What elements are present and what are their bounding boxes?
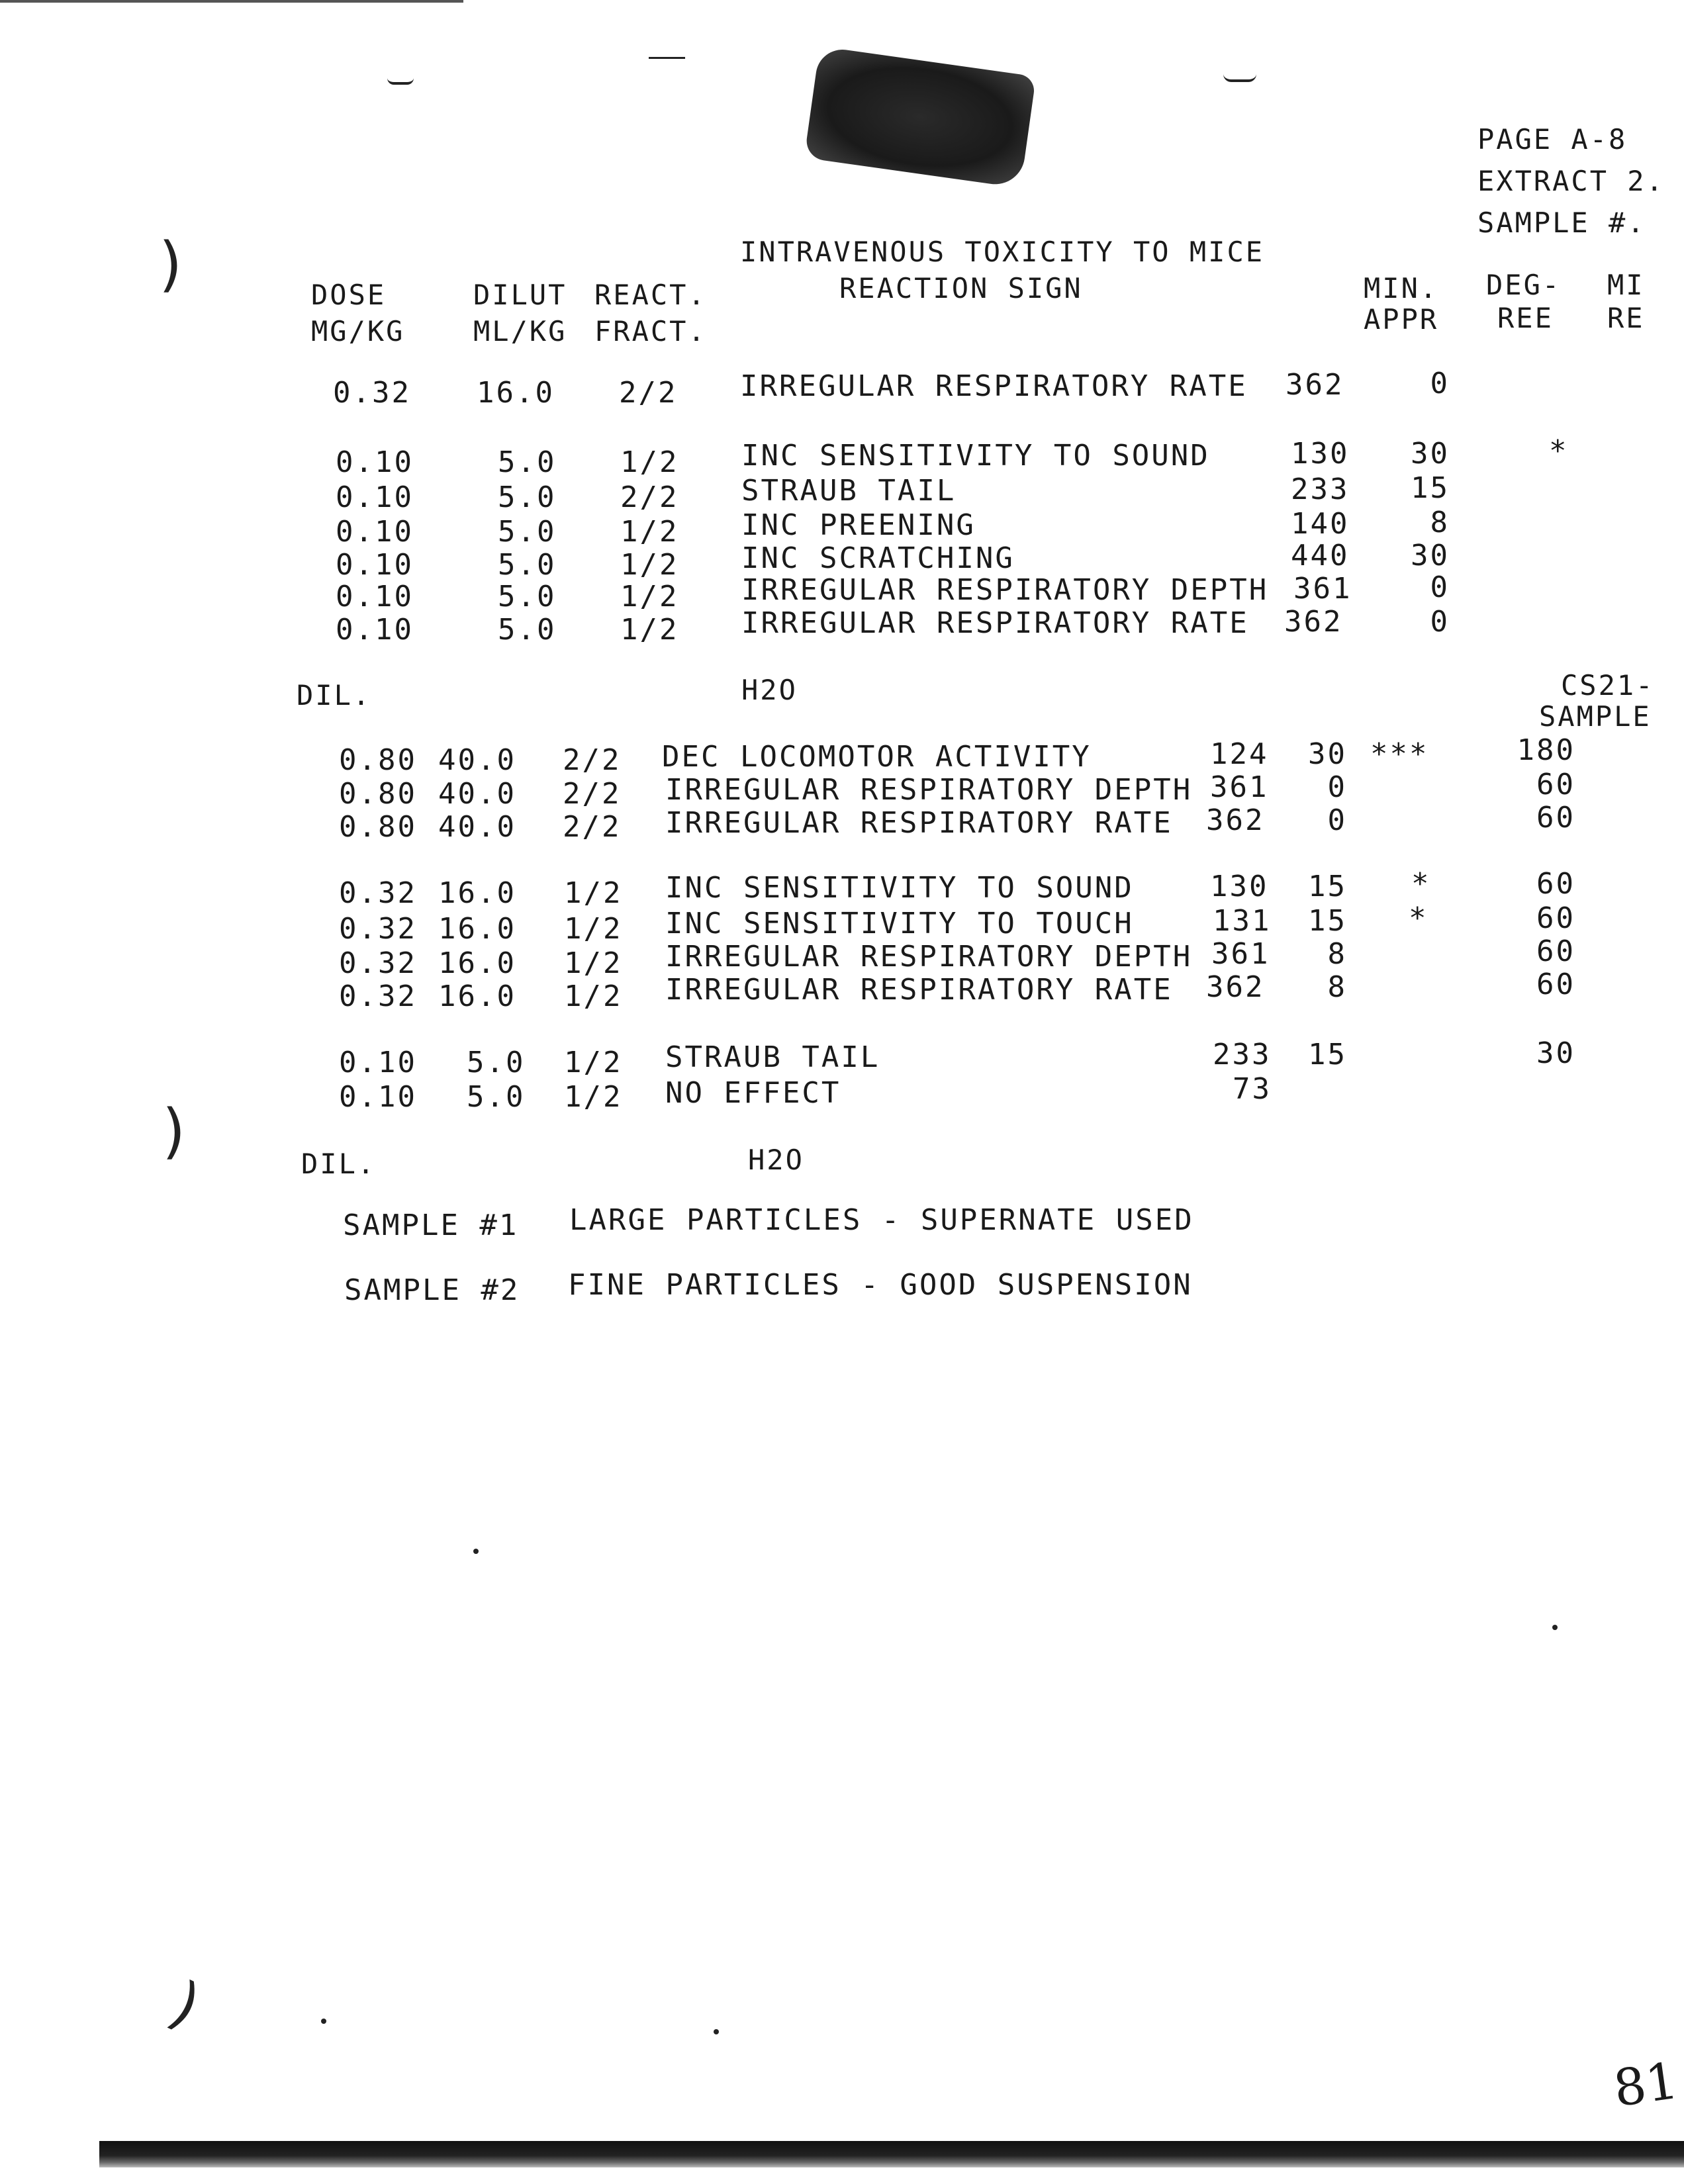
fract-cell: 2/2 xyxy=(563,810,622,844)
col-sign-header: REACTION SIGN xyxy=(839,272,1083,304)
fract-cell: 2/2 xyxy=(620,480,679,514)
min-cell: 8 xyxy=(1327,970,1347,1004)
code-cell: 130 xyxy=(1210,870,1269,903)
min-cell: 0 xyxy=(1430,605,1450,639)
cs-header-line2: SAMPLE xyxy=(1539,700,1652,733)
sample-label: SAMPLE #. xyxy=(1477,206,1646,239)
sign-cell: IRREGULAR RESPIRATORY DEPTH xyxy=(741,573,1269,607)
dilut-cell: 40.0 xyxy=(438,810,516,844)
col-react-header: REACT. xyxy=(594,279,707,311)
col-react-units: FRACT. xyxy=(594,315,707,347)
code-cell: 440 xyxy=(1291,539,1350,572)
dilut-cell: 40.0 xyxy=(438,777,516,811)
sample-note-text: LARGE PARTICLES - SUPERNATE USED xyxy=(569,1203,1194,1237)
dilut-cell: 5.0 xyxy=(498,515,557,549)
code-cell: 362 xyxy=(1206,970,1265,1004)
scan-edge-bottom xyxy=(99,2141,1684,2167)
dose-cell: 0.10 xyxy=(336,480,414,514)
min-cell: 15 xyxy=(1308,904,1347,938)
code-cell: 140 xyxy=(1291,507,1350,541)
dilution-value: H2O xyxy=(741,674,798,706)
dilution-label: DIL. xyxy=(297,679,372,711)
sign-cell: IRREGULAR RESPIRATORY RATE xyxy=(741,606,1249,640)
binder-hole-mark: ) xyxy=(159,230,183,299)
dose-cell: 0.10 xyxy=(336,445,414,479)
dose-cell: 0.32 xyxy=(339,876,417,910)
sign-cell: IRREGULAR RESPIRATORY RATE xyxy=(740,369,1248,403)
mi-cell: 30 xyxy=(1536,1036,1575,1070)
mi-cell: 60 xyxy=(1536,934,1575,968)
col-min-header: MIN. xyxy=(1364,272,1439,304)
dilut-cell: 5.0 xyxy=(498,613,557,647)
fract-cell: 1/2 xyxy=(620,580,679,614)
col-dose-header: DOSE xyxy=(311,279,387,311)
sign-cell: STRAUB TAIL xyxy=(665,1040,880,1074)
sign-cell: DEC LOCOMOTOR ACTIVITY xyxy=(662,740,1092,774)
dilut-cell: 5.0 xyxy=(498,580,557,614)
dose-cell: 0.80 xyxy=(339,777,417,811)
binder-hole-mark: ) xyxy=(162,1097,186,1166)
code-cell: 361 xyxy=(1293,572,1352,606)
page-number: PAGE A-8 xyxy=(1477,123,1628,156)
col-degree-header: DEG- xyxy=(1486,269,1562,301)
col-mi-header: MI xyxy=(1607,269,1645,301)
dilut-cell: 40.0 xyxy=(438,743,516,777)
dose-cell: 0.10 xyxy=(336,548,414,582)
dilut-cell: 16.0 xyxy=(477,376,555,410)
dilut-cell: 5.0 xyxy=(498,480,557,514)
min-cell: 15 xyxy=(1411,471,1450,505)
sample-note-text: FINE PARTICLES - GOOD SUSPENSION xyxy=(568,1268,1193,1302)
col-dilut-units: ML/KG xyxy=(473,315,567,347)
code-cell: 362 xyxy=(1286,368,1344,402)
fract-cell: 1/2 xyxy=(564,912,623,946)
dose-cell: 0.32 xyxy=(339,912,417,946)
dilut-cell: 5.0 xyxy=(498,548,557,582)
col-min-units: APPR xyxy=(1364,303,1439,336)
col-mi-units: RE xyxy=(1607,302,1645,334)
code-cell: 73 xyxy=(1233,1072,1272,1106)
mi-cell: 60 xyxy=(1536,768,1575,801)
dilution-label: DIL. xyxy=(301,1148,377,1180)
code-cell: 362 xyxy=(1284,605,1343,639)
code-cell: 130 xyxy=(1291,437,1350,471)
scan-speck xyxy=(473,1549,479,1554)
dose-cell: 0.32 xyxy=(339,979,417,1013)
fract-cell: 1/2 xyxy=(620,548,679,582)
code-cell: 131 xyxy=(1213,904,1272,938)
dose-cell: 0.10 xyxy=(339,1046,417,1079)
redaction-blot xyxy=(804,46,1036,188)
fract-cell: 2/2 xyxy=(563,777,622,811)
dose-cell: 0.32 xyxy=(339,946,417,980)
sign-cell: INC SCRATCHING xyxy=(741,541,1015,575)
sign-cell: NO EFFECT xyxy=(665,1076,841,1110)
scan-speck xyxy=(1552,1625,1558,1630)
min-cell: 15 xyxy=(1308,870,1347,903)
fract-cell: 1/2 xyxy=(564,876,623,910)
degree-cell: *** xyxy=(1370,737,1429,771)
degree-cell: * xyxy=(1409,901,1428,935)
dilut-cell: 5.0 xyxy=(467,1046,526,1079)
dilut-cell: 5.0 xyxy=(467,1080,526,1114)
sign-cell: INC PREENING xyxy=(741,508,976,542)
min-cell: 0 xyxy=(1327,770,1347,804)
code-cell: 361 xyxy=(1210,770,1269,804)
cs-header-line1: CS21- xyxy=(1561,669,1655,702)
sign-cell: INC SENSITIVITY TO SOUND xyxy=(665,871,1134,905)
fract-cell: 1/2 xyxy=(620,613,679,647)
col-dilut-header: DILUT xyxy=(473,279,567,311)
dose-cell: 0.80 xyxy=(339,743,417,777)
dilution-value: H2O xyxy=(748,1144,804,1176)
sign-cell: IRREGULAR RESPIRATORY RATE xyxy=(665,806,1173,840)
code-cell: 361 xyxy=(1211,937,1270,971)
degree-cell: * xyxy=(1549,434,1569,468)
code-cell: 233 xyxy=(1213,1038,1272,1071)
sign-cell: STRAUB TAIL xyxy=(741,474,957,508)
min-cell: 0 xyxy=(1430,367,1450,400)
sign-cell: INC SENSITIVITY TO TOUCH xyxy=(665,907,1134,940)
dilut-cell: 16.0 xyxy=(438,979,516,1013)
code-cell: 124 xyxy=(1210,737,1269,771)
code-cell: 233 xyxy=(1291,473,1350,506)
min-cell: 30 xyxy=(1411,539,1450,572)
dilut-cell: 16.0 xyxy=(438,946,516,980)
scan-mark xyxy=(1223,74,1256,82)
fract-cell: 1/2 xyxy=(620,445,679,479)
degree-cell: * xyxy=(1411,867,1431,901)
scan-speck xyxy=(321,2019,326,2024)
fract-cell: 2/2 xyxy=(563,743,622,777)
dilut-cell: 16.0 xyxy=(438,876,516,910)
dose-cell: 0.10 xyxy=(336,613,414,647)
mi-cell: 180 xyxy=(1517,733,1575,767)
sign-cell: IRREGULAR RESPIRATORY RATE xyxy=(665,973,1173,1007)
scan-speck xyxy=(714,2029,719,2034)
mi-cell: 60 xyxy=(1536,968,1575,1001)
min-cell: 8 xyxy=(1430,506,1450,539)
handwritten-page-number: 81 xyxy=(1610,2050,1682,2118)
fract-cell: 1/2 xyxy=(564,1046,623,1079)
fract-cell: 1/2 xyxy=(564,946,623,980)
sign-cell: IRREGULAR RESPIRATORY DEPTH xyxy=(665,773,1193,807)
mi-cell: 60 xyxy=(1536,901,1575,935)
dose-cell: 0.32 xyxy=(333,376,411,410)
min-cell: 15 xyxy=(1308,1038,1347,1071)
dose-cell: 0.10 xyxy=(336,515,414,549)
dose-cell: 0.10 xyxy=(339,1080,417,1114)
dilut-cell: 16.0 xyxy=(438,912,516,946)
sample-note-label: SAMPLE #2 xyxy=(344,1273,520,1307)
mi-cell: 60 xyxy=(1536,867,1575,901)
min-cell: 30 xyxy=(1411,437,1450,471)
min-cell: 8 xyxy=(1327,937,1347,971)
sign-cell: INC SENSITIVITY TO SOUND xyxy=(741,439,1210,473)
min-cell: 30 xyxy=(1308,737,1347,771)
code-cell: 362 xyxy=(1206,803,1265,837)
dose-cell: 0.80 xyxy=(339,810,417,844)
sign-cell: IRREGULAR RESPIRATORY DEPTH xyxy=(665,940,1193,974)
sample-note-label: SAMPLE #1 xyxy=(343,1208,519,1242)
fract-cell: 2/2 xyxy=(619,376,678,410)
fract-cell: 1/2 xyxy=(564,979,623,1013)
col-degree-units: REE xyxy=(1497,302,1554,334)
binder-hole-mark: ) xyxy=(160,1968,210,2042)
mi-cell: 60 xyxy=(1536,801,1575,835)
report-title: INTRAVENOUS TOXICITY TO MICE xyxy=(740,236,1265,268)
scan-edge-top xyxy=(0,0,463,3)
scan-mark xyxy=(387,78,414,85)
fract-cell: 1/2 xyxy=(620,515,679,549)
dilut-cell: 5.0 xyxy=(498,445,557,479)
dose-cell: 0.10 xyxy=(336,580,414,614)
fract-cell: 1/2 xyxy=(564,1080,623,1114)
scan-mark xyxy=(649,57,685,60)
min-cell: 0 xyxy=(1327,803,1347,837)
min-cell: 0 xyxy=(1430,570,1450,604)
col-dose-units: MG/KG xyxy=(311,315,405,347)
extract-label: EXTRACT 2. xyxy=(1477,165,1665,197)
